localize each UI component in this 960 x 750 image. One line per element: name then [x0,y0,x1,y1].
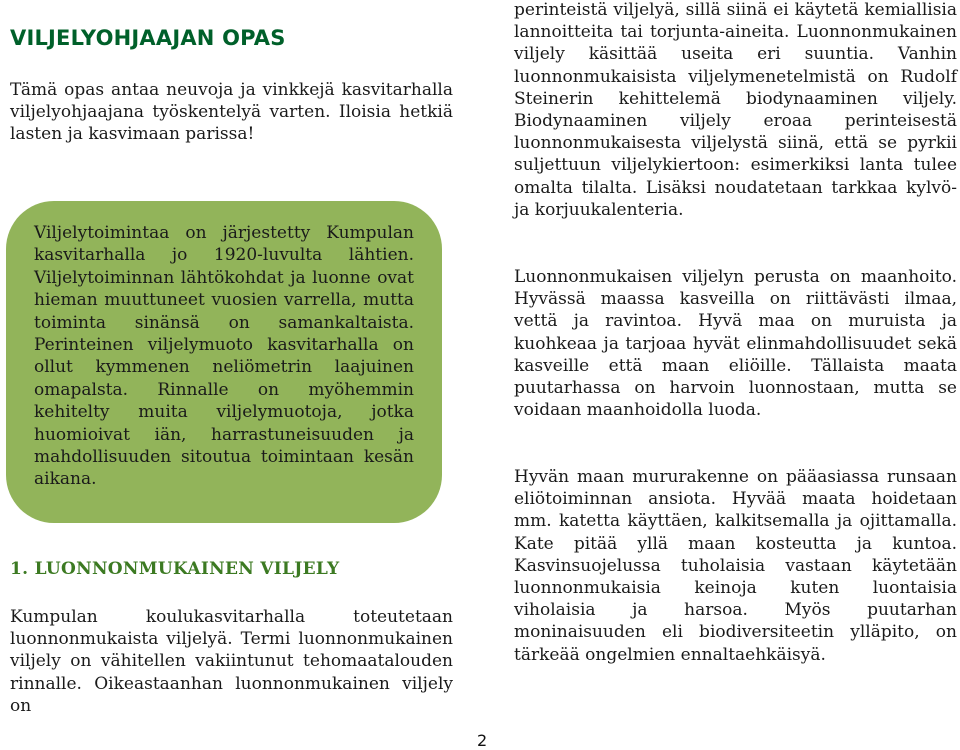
right-column-paragraph-3: Hyvän maan mururakenne on pääasiassa runsaan eliötoiminnan ansiota. Hyvää maata hoidetaan mm. katetta käyttäen, kalkitsemalla ja ojittamalla. Kate pitää yllä maan kosteutta ja kuntoa. Kasvinsuojelussa tuholaisia vastaan käytetään luonnonmukaisia keinoja kuten luontaisia viholaisia ja harsoa. Myös puutarhan moninaisuuden eli biodiversiteetin ylläpito, on tärkeää ongelmien ennaltaehkäisyä. [514,467,957,665]
page-number: 2 [477,731,488,750]
document-title: VILJELYOHJAAJAN OPAS [10,26,286,50]
section-heading: 1. LUONNONMUKAINEN VILJELY [10,559,340,579]
right-column-paragraph-2: Luonnonmukaisen viljelyn perusta on maanhoito. Hyvässä maassa kasveilla on riittävästi ilmaa, vettä ja ravintoa. Hyvä maa on muruista ja kuohkeaa ja tarjoaa hyvät elinmahdollisuudet sekä kasveille että maan eliöille. Tällaista maata puutarhassa on harvoin luonnostaan, mutta se voidaan maanhoidolla luoda. [514,267,957,421]
intro-paragraph: Tämä opas antaa neuvoja ja vinkkejä kasvitarhalla viljelyohjaajana työskentelyä varten. Iloisia hetkiä lasten ja kasvimaan parissa! [10,80,453,145]
highlight-box-text: Viljelytoimintaa on järjestetty Kumpulan kasvitarhalla jo 1920-luvulta lähtien. Viljelytoiminnan lähtökohdat ja luonne ovat hieman muuttuneet vuosien varrella, mutta toiminta sinänsä on samankaltaista. Perinteinen viljelymuoto kasvitarhalla on ollut kymmenen neliömetrin laajuinen omapalsta. Rinnalle on myöhemmin kehitelty muita viljelymuotoja, jotka huomioivat iän, harrastuneisuuden ja mahdollisuuden sitoutua toimintaan kesän aikana. [34,223,414,490]
section-paragraph: Kumpulan koulukasvitarhalla toteutetaan luonnonmukaista viljelyä. Termi luonnonmukainen viljely on vähitellen vakiintunut tehomaatalouden rinnalle. Oikeastaanhan luonnonmukainen viljely on [10,607,453,716]
right-column-paragraph-1: perinteistä viljelyä, sillä siinä ei käytetä kemiallisia lannoitteita tai torjunta-aineita. Luonnonmukainen viljely käsittää useita eri suuntia. Vanhin luonnonmukaisista viljelymenetelmistä on Rudolf Steinerin kehittelemä biodynaaminen viljely. Biodynaaminen viljely eroaa perinteisestä luonnonmukaisesta viljelystä siinä, että se pyrkii suljettuun viljelykiertoon: esimerkiksi lanta tulee omalta tilalta. Lisäksi noudatetaan tarkkaa kylvö- ja korjuukalenteria. [514,0,957,220]
